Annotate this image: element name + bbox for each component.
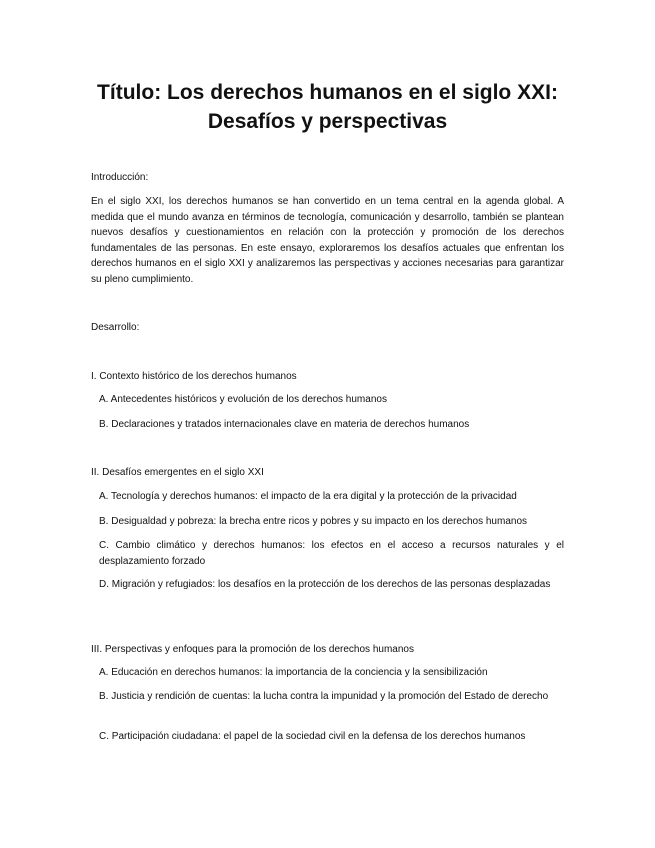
development-label: Desarrollo:: [91, 322, 140, 333]
section-item: A. Tecnología y derechos humanos: el impacto de la era digital y la protección de la privacidad: [99, 491, 517, 502]
section-item: A. Antecedentes históricos y evolución de los derechos humanos: [99, 394, 387, 405]
section-heading: II. Desafíos emergentes en el siglo XXI: [91, 467, 264, 478]
intro-paragraph: En el siglo XXI, los derechos humanos se han convertido en un tema central en la agenda global. A medida que el mundo avanza en términos de tecnología, comunicación y desarrollo, también se plantean nuevos desafíos y cuestionamientos en relación con la protección y promoción de los derechos fundamentales de las personas. En este ensayo, exploraremos los desafíos actuales que enfrentan los derechos humanos en el siglo XXI y analizaremos las perspectivas y acciones necesarias para garantizar su pleno cumplimiento.: [91, 196, 564, 285]
section-item: D. Migración y refugiados: los desafíos en la protección de los derechos de las personas desplazadas: [99, 579, 551, 590]
section-heading: I. Contexto histórico de los derechos humanos: [91, 371, 297, 382]
section-item: B. Justicia y rendición de cuentas: la lucha contra la impunidad y la promoción del Estado de derecho: [99, 691, 549, 702]
section-item: C. Participación ciudadana: el papel de la sociedad civil en la defensa de los derechos humanos: [99, 731, 526, 742]
section-item: B. Desigualdad y pobreza: la brecha entre ricos y pobres y su impacto en los derechos humanos: [99, 516, 528, 527]
intro-label: Introducción:: [91, 172, 149, 183]
section-item: B. Declaraciones y tratados internacionales clave en materia de derechos humanos: [99, 419, 470, 430]
document-title: Título: Los derechos humanos en el siglo XXI: Desafíos y perspectivas: [97, 81, 558, 133]
section-heading: III. Perspectivas y enfoques para la promoción de los derechos humanos: [91, 644, 414, 655]
section-item: C. Cambio climático y derechos humanos: los efectos en el acceso a recursos naturales y el desplazamiento forzado: [99, 540, 564, 567]
section-item: A. Educación en derechos humanos: la importancia de la conciencia y la sensibilización: [99, 667, 488, 678]
